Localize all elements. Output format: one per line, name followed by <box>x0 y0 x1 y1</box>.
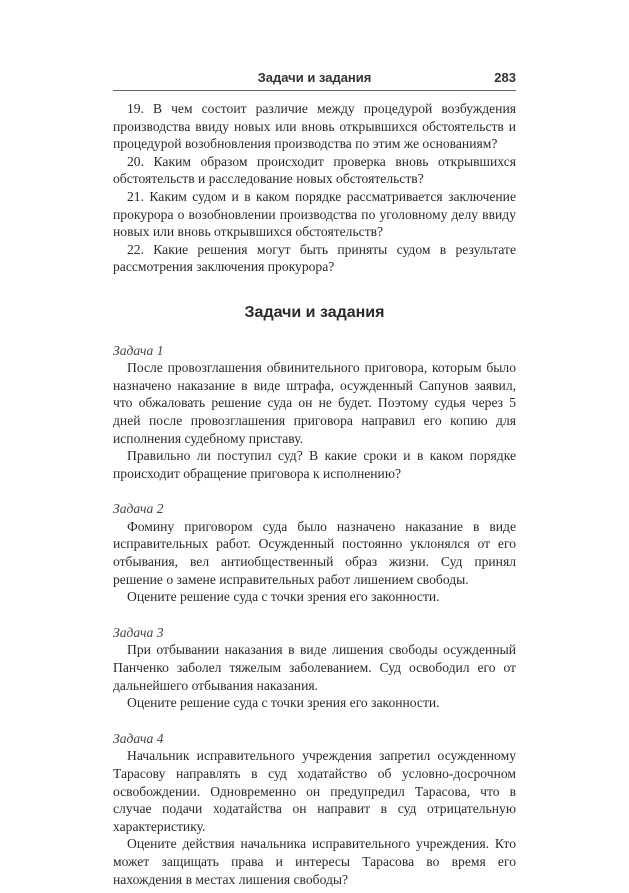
question-item: 19. В чем состоит различие между процедурой возбуждения производства ввиду новых или вновь открывшихся обстоятельств и процедурой возобновления производства по этим же основаниям? <box>113 101 516 152</box>
running-title: Задачи и задания <box>257 70 372 85</box>
task-2 <box>113 500 516 606</box>
question-item: 21. Каким судом и в каком порядке рассматривается заключение прокурора о возобновлении производства по уголовному делу ввиду новых или вновь открывшихся обстоятельств? <box>113 188 516 240</box>
running-header <box>113 68 516 91</box>
task-paragraph: При отбывании наказания в виде лишения свободы осужденный Панченко заболел тяжелым заболеванием. Суд освободил его от дальнейшего отбывания наказания. <box>113 642 516 693</box>
task-paragraph: Оцените решение суда с точки зрения его законности. <box>127 695 440 711</box>
page-body <box>113 100 516 888</box>
question-item: 20. Каким образом происходит проверка вновь открывшихся обстоятельств и расследование новых обстоятельств? <box>113 153 516 187</box>
task-title: Задача 3 <box>113 624 164 640</box>
task-paragraph: Оцените действия начальника исправительного учреждения. Кто может защищать права и интересы Тарасова во время его нахождения в местах лишения свободы? <box>113 836 516 887</box>
task-paragraph: Правильно ли поступил суд? В какие сроки и в каком порядке происходит обращение приговора к исполнению? <box>113 448 516 481</box>
task-paragraph: Оцените решение суда с точки зрения его законности. <box>127 589 440 605</box>
review-questions <box>113 100 516 276</box>
task-paragraph: Начальник исправительного учреждения запретил осужденному Тарасову направлять в суд ходатайство об условно-досрочном освобождении. Одновременно он предупредил Тарасова, что в случае подачи ходатайства он направит в суд отрицательную характеристику. <box>113 748 516 834</box>
task-title: Задача 4 <box>113 730 164 746</box>
task-4 <box>113 730 516 888</box>
task-paragraph: После провозглашения обвинительного приговора, которым было назначено наказание в виде штрафа, осужденный Сапунов заявил, что обжаловать решение суда он не будет. Поэтому судья через 5 дней после провозглашения приговора направил его копию для исполнения судебному приставу. <box>113 360 516 446</box>
question-item: 22. Какие решения могут быть приняты судом в результате рассмотрения заключения прокурора? <box>113 241 516 275</box>
task-1 <box>113 342 516 483</box>
section-heading: Задачи и задания <box>244 303 385 321</box>
task-3 <box>113 624 516 712</box>
task-title: Задача 2 <box>113 501 164 517</box>
page-number: 283 <box>494 70 516 85</box>
task-title: Задача 1 <box>113 342 164 358</box>
task-paragraph: Фомину приговором суда было назначено наказание в виде исправительных работ. Осужденный постоянно уклонялся от его отбывания, вел антиобщественный образ жизни. Суд принял решение о замене исправительных работ лишением свободы. <box>113 518 516 587</box>
